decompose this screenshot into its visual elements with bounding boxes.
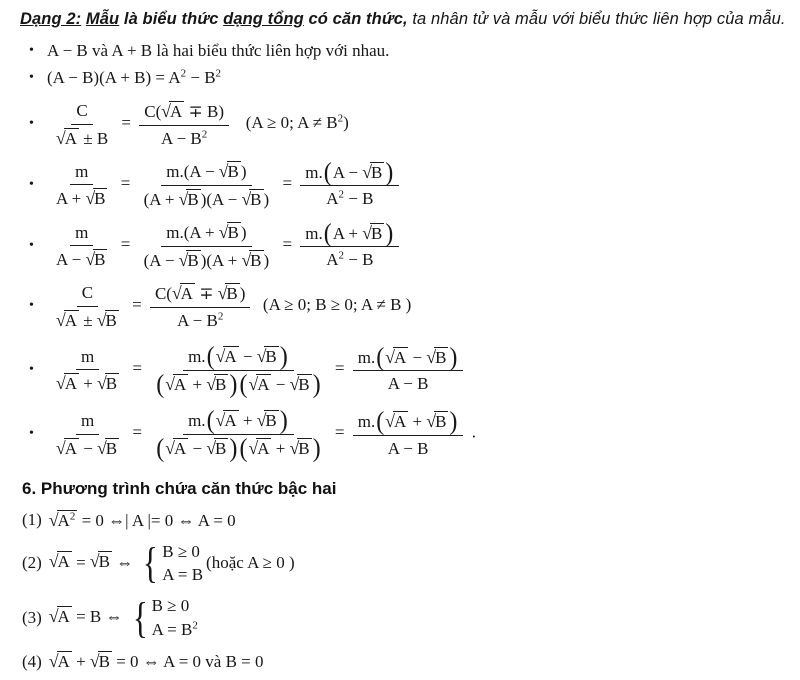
radicand: A [169,102,183,121]
radical-sign-icon: √ [96,309,107,330]
square-root [97,310,119,331]
square-root [56,373,79,394]
denominator: (A − √B )(A + √B ) [143,249,270,270]
square-root [362,162,384,183]
denominator: √A ± √B [56,309,117,330]
radical-sign-icon: √ [426,346,437,367]
square-root [241,250,263,271]
fraction [51,161,112,209]
cases-row: A = B [162,564,204,584]
numerator: m.(√A + √B ) [183,409,294,435]
equation-sqrt-A-squared: $√A^2 = 0$ ⇔| A |= 0 ⇔ A = 0 [48,509,236,530]
square-root [90,551,112,572]
radicand: B [435,347,447,367]
radical-sign-icon: √ [48,551,59,572]
radicand: A [180,284,193,304]
radicand: A [257,439,270,459]
radical-sign-icon: √ [218,222,229,243]
square-root [85,188,107,209]
radical-sign-icon: √ [85,188,96,209]
radical-sign-icon: √ [206,373,217,394]
superscript: 2 [180,67,187,80]
fraction [300,157,399,209]
list-item-m-over-A-plus-sqrtB [20,157,776,209]
square-root [248,438,271,459]
denominator: $A - B^2$ [160,127,208,148]
square-root [165,374,188,395]
radical-sign-icon: √ [218,161,229,182]
radical-sign-icon: √ [385,410,395,431]
radicand: B [227,223,239,243]
square-root [97,373,119,394]
formula-m-over-sqrtA-plus-sqrtB: $\frac{m}{√A + √B}$ = $\frac{m.(√A - √B )}{(√A + √B )(√A - √B )}$ = $\frac{m.(√A - √B )}{A - B}$ [47,345,776,394]
radical-sign-icon: √ [215,346,226,367]
fraction [51,346,124,394]
title-mid2: có căn thức, [303,10,408,28]
radicand: B [215,439,227,459]
radical-sign-icon: √ [241,188,252,209]
radicand: B [187,250,199,270]
superscript: 2 [201,127,208,140]
square-root [206,438,228,459]
radicand: B [370,223,383,243]
radical-sign-icon: √ [56,437,66,458]
square-root [85,249,107,270]
big-paren: ) [229,369,238,399]
numerator: m [70,161,93,186]
denominator: A + √B [56,188,106,209]
cases-system [130,593,198,642]
numerator: m.(√A − √B ) [183,345,294,371]
radical-sign-icon: √ [289,438,300,459]
fraction [51,222,112,270]
big-paren: ) [385,157,394,187]
denominator: A − B [387,438,429,458]
square-root [49,510,77,531]
radical-sign-icon: √ [56,309,66,330]
numerator: m.(A + √B ) [300,222,399,248]
radical-sign-icon: √ [206,438,217,459]
square-root [172,283,195,304]
radicand: B [298,439,310,459]
fraction [139,221,275,270]
equation-sqrtA-equals-sqrtB: √A = √B ⇔ { B ≥ 0 A = B (hoặc A ≥ 0 ) [48,539,295,588]
square-root [248,374,271,395]
denominator: $A^2 - B$ [326,188,374,209]
radicand: B [105,374,118,394]
radical-sign-icon: √ [215,410,226,431]
radicand: B [105,438,118,458]
big-paren: ) [385,218,394,248]
radicand: B [370,162,383,182]
square-root [216,410,239,431]
cases-system [140,539,204,588]
square-root [49,606,72,627]
big-paren: ) [279,406,288,436]
numerator: C(√A ∓ B) [139,100,229,126]
radicand: A [57,652,70,672]
bullet-icon: • [29,176,34,192]
curly-brace-icon: { [132,593,148,642]
formula-m-over-A-plus-sqrtB: $\frac{m}{A + √B}$ = $\frac{m.(A - √B )}{(A + √B )(A - √B )}$ = $\frac{m.(A - √B )}{A^2 - B}$ [47,160,776,209]
denominator: √A + √B [56,373,118,394]
radical-sign-icon: √ [426,410,437,431]
big-paren: ( [323,157,332,187]
superscript: 2 [69,509,76,522]
radicand: B [435,411,447,431]
big-paren: ( [206,342,215,372]
denominator: $A^2 - B$ [326,249,374,270]
cases-rows [162,542,203,586]
radicand: B [226,284,238,304]
square-root [90,651,112,672]
radical-sign-icon: √ [56,373,66,394]
square-root [426,411,448,432]
fraction [353,406,464,458]
radicand: B [98,552,110,572]
radical-sign-icon: √ [171,283,182,304]
big-paren: ( [239,369,248,399]
big-paren: ) [279,342,288,372]
fraction [150,282,250,330]
radical-sign-icon: √ [248,373,259,394]
fraction [51,410,124,458]
fraction [139,100,229,148]
big-paren: ( [376,342,385,372]
numerator: m.(√A + √B ) [353,410,464,436]
numerator: m [76,410,99,435]
radical-sign-icon: √ [97,437,107,458]
radical-sign-icon: √ [165,438,175,459]
denominator: (A + √B )(A − √B ) [143,188,270,209]
numerator: C [77,282,98,307]
radical-sign-icon: √ [362,161,372,182]
radicand: A [173,374,187,394]
list-item-conjugate-def [20,41,776,61]
big-paren: ( [156,433,165,464]
radical-sign-icon: √ [48,606,59,627]
denominator: √A ± B [56,127,109,148]
curly-brace-icon: { [143,539,159,588]
fraction [150,342,326,399]
list-item-c-over-sqrtA-plusminus-B [20,100,776,148]
denominator: (√A − √B )(√A + √B ) [156,433,321,464]
square-root [56,128,79,149]
cases-row: $A = B^2$ [151,619,198,639]
square-root [362,223,384,244]
radical-sign-icon: √ [48,651,59,672]
bullet-icon: • [29,426,34,442]
radicand: A [224,347,237,367]
numerator: m [70,222,93,247]
bullet-icon: • [29,70,34,85]
formula-c-over-sqrtA-plusminus-B: $\frac{C}{√A \pm B}$ = $\frac{C(√A \mp B)}{A - B^2}$ (A ≥ 0; $A \ne B^2$) [47,100,776,148]
square-root [206,374,228,395]
bullet-icon: • [29,43,34,58]
square-root [56,310,79,331]
equation-row-1 [22,510,776,531]
numerator: C(√A ∓ √B ) [150,282,250,308]
big-paren: ( [239,433,248,464]
superscript: 2 [192,619,198,632]
radical-sign-icon: √ [385,346,395,367]
formula-m-over-A-minus-sqrtB: $\frac{m}{A - √B}$ = $\frac{m.(A + √B )}{(A - √B )(A + √B )}$ = $\frac{m.(A + √B )}{A^2 - B}$ [47,221,776,270]
radicand: A [393,347,407,367]
square-root [161,101,184,122]
section-heading: 6. Phương trình chứa căn thức bậc hai [22,478,337,498]
fraction [150,406,326,464]
big-paren: ) [312,433,321,464]
radical-sign-icon: √ [56,127,66,148]
big-paren: ) [449,342,458,372]
radical-sign-icon: √ [289,373,300,394]
title-mau: Mẫu [85,10,120,28]
cases-row: B ≥ 0 [162,541,200,561]
numerator: m [76,346,99,371]
list-item-m-over-sqrtA-minus-sqrtB [20,406,776,464]
square-root [165,438,188,459]
formula-m-over-sqrtA-minus-sqrtB: $\frac{m}{√A - √B}$ = $\frac{m.(√A + √B )}{(√A - √B )(√A + √B )}$ = $\frac{m.(√A + √B )}{A - B}$ . [47,409,776,458]
numerator: C [71,100,92,125]
radicand: A [393,411,407,431]
radicand: B [250,189,262,209]
radicand: B [94,189,106,209]
radicand: A [64,374,77,394]
square-root [426,347,448,368]
list-item-m-over-sqrtA-plus-sqrtB [20,342,776,399]
square-root [49,551,72,572]
formula-list [20,41,776,464]
cases-row: B ≥ 0 [151,596,190,616]
radical-sign-icon: √ [256,346,267,367]
radicand: B [265,411,277,431]
denominator: A − √B [56,249,106,270]
equation-label: (2) [22,553,42,573]
fraction [353,342,464,394]
radical-sign-icon: √ [89,651,100,672]
big-paren: ) [449,406,458,437]
big-paren: ( [206,406,215,436]
big-paren: ) [229,433,238,464]
big-paren: ( [376,406,385,437]
radicand: B [98,652,110,672]
radical-sign-icon: √ [241,249,252,270]
square-root [216,346,239,367]
denominator: A − B [387,374,429,394]
radicand: A [57,552,70,572]
fraction [51,282,124,330]
superscript: 2 [215,67,222,80]
square-root [290,438,312,459]
square-root [49,651,72,672]
denominator: (√A + √B )(√A − √B ) [156,369,321,399]
bullet-icon: • [29,298,34,314]
radical-sign-icon: √ [178,249,189,270]
title-dang-tong: dạng tổng [223,10,304,28]
bullet-icon: • [29,237,34,253]
equation-sqrtA-equals-B: √A = B ⇔ { B ≥ 0 $A = B^2$ [48,593,198,642]
superscript: 2 [217,310,224,323]
list-item-c-over-sqrtA-plusminus-sqrtB [20,282,776,330]
radicand: B [227,162,239,182]
list-item-m-over-A-minus-sqrtB [20,218,776,270]
title-tail: ta nhân tử và mẫu với biểu thức liên hợp của mẫu. [407,10,786,28]
title-dang2: Dạng 2: [20,10,82,28]
bullet-icon: • [29,361,34,377]
radicand: B [94,250,106,270]
radical-sign-icon: √ [48,509,59,530]
radicand: B [250,250,262,270]
square-root [290,374,312,395]
radicand: A [257,374,270,394]
bullet-icon: • [29,116,34,132]
radicand: B [265,347,277,367]
radical-sign-icon: √ [217,283,228,304]
fraction [51,100,113,148]
radicand: $A^2$ [57,509,76,530]
superscript: 2 [338,249,344,262]
radicand: A [224,411,237,431]
radical-sign-icon: √ [248,438,259,459]
square-root [385,347,408,368]
square-root [179,189,201,210]
square-root [56,438,79,459]
radicand: A [173,439,187,459]
fraction [300,218,399,270]
radicand: A [64,310,77,330]
page-title [20,10,786,29]
big-paren: ) [312,369,321,399]
fraction [139,160,275,209]
equation-row-3 [22,593,776,642]
superscript: 2 [337,112,344,125]
square-root [241,189,263,210]
denominator: $A - B^2$ [177,310,224,330]
square-root [219,222,241,243]
formula-c-over-sqrtA-plusminus-sqrtB: $\frac{C}{√A \pm √B}$ = $\frac{C(√A \mp √B )}{A - B^2}$ (A ≥ 0; B ≥ 0; A ≠ B ) [47,282,776,330]
numerator: m.(A − √B ) [300,161,399,187]
formula-conjugate-def: A − B và A + B là hai biểu thức liên hợp với nhau. [47,41,390,60]
big-paren: ( [156,369,165,399]
equation-sqrtA-plus-sqrtB-zero: √A + √B = 0 ⇔ A = 0 và B = 0 [48,651,264,672]
formula-difference-of-squares: $(A - B)(A + B) = A^2 - B^2$ [47,67,222,87]
cases-rows [152,596,198,640]
list-item-difference-of-squares [20,68,776,88]
numerator: m.(√A − √B ) [353,346,464,372]
square-root [218,283,240,304]
square-root [257,346,279,367]
square-root [385,411,408,432]
numerator: m.(A + √B ) [161,221,251,247]
radicand: A [64,438,77,458]
equation-row-4 [22,651,776,672]
equation-row-2 [22,539,776,588]
square-root [219,161,241,182]
radical-sign-icon: √ [178,188,189,209]
square-root [97,438,119,459]
radical-sign-icon: √ [161,101,171,121]
big-paren: ( [323,218,332,248]
equation-label: (3) [22,608,42,628]
radicand: B [215,374,227,394]
radicand: A [64,128,77,148]
radicand: A [57,607,70,627]
radical-sign-icon: √ [97,373,107,394]
equation-label: (4) [22,651,42,671]
title-mid1: là biểu thức [119,10,224,28]
denominator: √A − √B [56,437,118,458]
radical-sign-icon: √ [362,222,372,243]
square-root [179,250,201,271]
radical-sign-icon: √ [85,249,96,270]
equation-label: (1) [22,510,42,530]
superscript: 2 [338,188,344,201]
radicand: B [187,189,199,209]
radical-sign-icon: √ [256,410,267,431]
radical-sign-icon: √ [89,551,100,572]
square-root [257,410,279,431]
numerator: m.(A − √B ) [161,160,251,186]
radicand: B [105,310,117,330]
radicand: B [298,374,310,394]
radical-sign-icon: √ [165,373,175,394]
